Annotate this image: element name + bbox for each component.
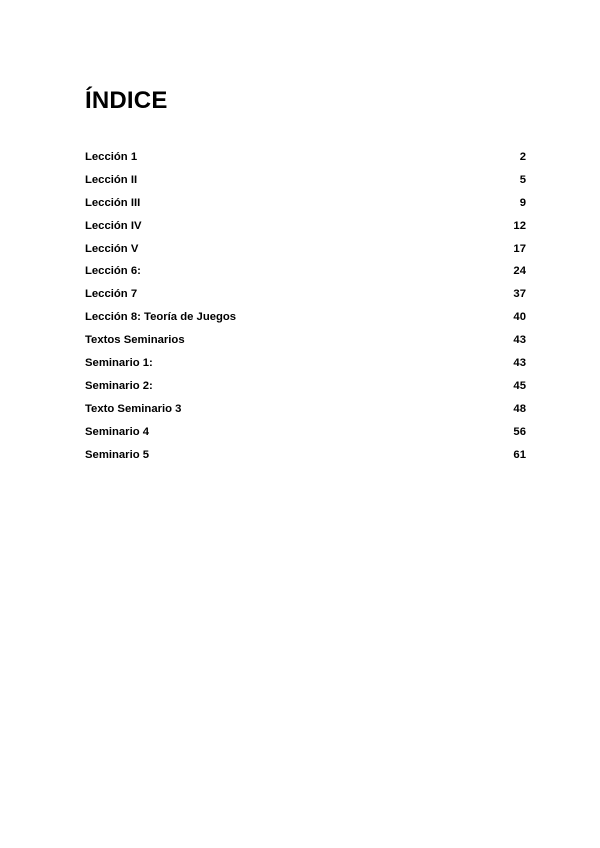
toc-entry-label: Lección 7	[85, 288, 138, 301]
toc-entry-label: Lección 1	[85, 151, 138, 163]
toc-entry-page-number: 24	[513, 265, 526, 278]
toc-entry[interactable]	[85, 308, 526, 331]
toc-entry-page-number: 37	[513, 288, 526, 301]
toc-entry-label: Lección 8: Teoría de Juegos	[85, 311, 237, 324]
toc-entry-page-number: 48	[513, 402, 526, 415]
toc-entry-page-number: 12	[513, 219, 526, 232]
toc-entry[interactable]	[85, 171, 526, 194]
toc-entry-label: Seminario 1:	[85, 357, 153, 370]
toc-entry-page-number: 43	[513, 334, 526, 347]
toc-entry-page-number: 17	[513, 242, 526, 255]
toc-entry-page-number: 40	[513, 311, 526, 324]
toc-entry[interactable]	[85, 423, 526, 446]
toc-entry-label: Lección IV	[85, 219, 142, 232]
toc-entry-page-number: 61	[513, 448, 526, 461]
index-title: ÍNDICE	[85, 87, 168, 114]
toc-entry-label: Seminario 5	[85, 448, 150, 461]
toc-entry-label: Textos Seminarios	[85, 334, 185, 347]
toc-entry[interactable]	[85, 217, 526, 240]
toc-entry-page-number: 45	[513, 379, 526, 392]
toc-entry[interactable]	[85, 331, 526, 354]
toc-entry-label: Seminario 2:	[85, 379, 153, 392]
toc-entry-label: Texto Seminario 3	[85, 402, 182, 415]
toc-entry[interactable]	[85, 148, 526, 171]
toc-entry-page-number: 5	[519, 173, 526, 186]
toc-entry-page-number: 2	[519, 151, 526, 163]
toc-entry-label: Lección 6:	[85, 265, 141, 278]
toc-entry-label: Lección V	[85, 242, 139, 255]
toc-entry[interactable]	[85, 194, 526, 217]
toc-entry[interactable]	[85, 262, 526, 285]
toc-entry-label: Seminario 4	[85, 425, 150, 438]
toc-entry-label: Lección III	[85, 196, 141, 209]
toc-entry[interactable]	[85, 285, 526, 308]
toc-entry[interactable]	[85, 240, 526, 263]
toc-entry[interactable]	[85, 377, 526, 400]
toc-entry[interactable]	[85, 446, 526, 469]
toc-entry-label: Lección II	[85, 173, 138, 186]
table-of-contents	[85, 148, 526, 468]
toc-entry-page-number: 56	[513, 425, 526, 438]
toc-entry[interactable]	[85, 354, 526, 377]
toc-entry[interactable]	[85, 400, 526, 423]
toc-entry-page-number: 9	[519, 196, 526, 209]
toc-entry-page-number: 43	[513, 357, 526, 370]
